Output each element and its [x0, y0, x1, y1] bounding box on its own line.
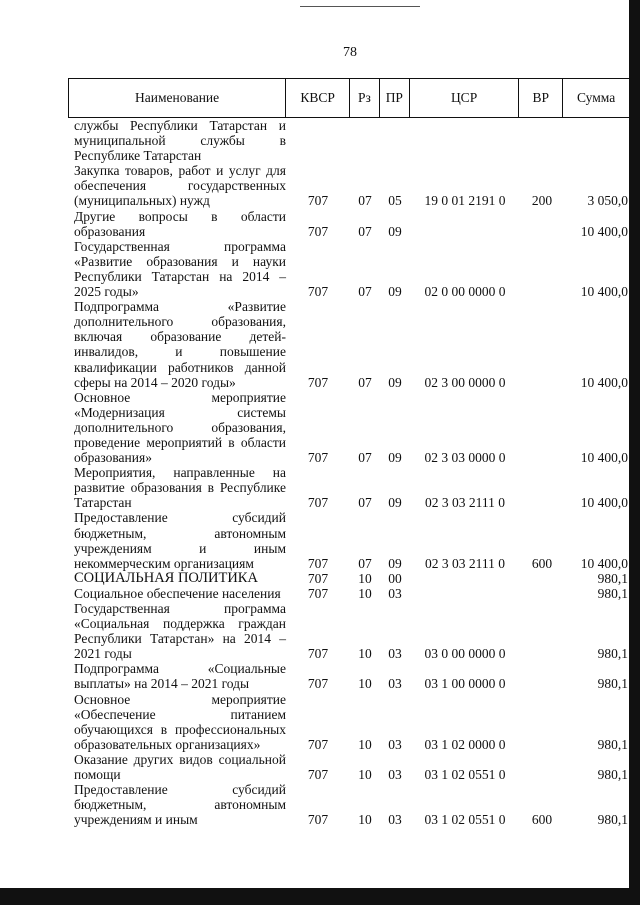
- cell-sum: 980,1: [597, 646, 628, 662]
- cell-kvsr: 707: [307, 570, 329, 586]
- cell-rz: 10: [358, 736, 372, 752]
- cell-csr: 02 3 03 2111 0: [425, 495, 505, 511]
- cell-pr: 09: [388, 374, 402, 390]
- cell-csr: 02 0 00 0000 0: [424, 284, 506, 300]
- cell-rz: 10: [358, 676, 372, 692]
- header-kvsr: КВСР: [286, 79, 350, 117]
- cell-kvsr: 707: [307, 284, 329, 300]
- cell-csr: 03 1 00 0000 0: [424, 676, 506, 692]
- table-row: [68, 510, 630, 570]
- cell-pr: 03: [388, 736, 402, 752]
- cell-pr: 05: [388, 193, 402, 209]
- table-row: [68, 692, 630, 752]
- cell-sum: 10 400,0: [580, 374, 628, 390]
- header-csr: ЦСР: [410, 79, 520, 117]
- cell-rz: 10: [358, 812, 372, 828]
- scan-edge-right: [629, 0, 640, 905]
- cell-name: Предоставление субсидий бюджетным, автономным учреждениям и иным: [74, 782, 286, 828]
- cell-csr: 02 3 00 0000 0: [424, 374, 506, 390]
- cell-name: Государственная программа «Развитие образования и науки Республики Татарстан на 2014 – 2025 годы»: [74, 238, 286, 300]
- scan-edge-bottom: [0, 888, 640, 905]
- table-row: [68, 239, 630, 299]
- cell-kvsr: 707: [307, 450, 329, 466]
- cell-name: Социальное обеспечение населения: [74, 585, 281, 601]
- cell-pr: 09: [388, 450, 402, 466]
- cell-csr: 02 3 03 0000 0: [424, 450, 506, 466]
- cell-name: Закупка товаров, работ и услуг для обеспечения государственных (муниципальных) нужд: [74, 163, 286, 209]
- cell-name: СОЦИАЛЬНАЯ ПОЛИТИКА: [74, 569, 258, 586]
- cell-sum: 10 400,0: [580, 450, 628, 466]
- cell-kvsr: 707: [307, 374, 329, 390]
- cell-kvsr: 707: [307, 736, 329, 752]
- cell-kvsr: 707: [307, 585, 329, 601]
- cell-name: Основное мероприятие «Модернизация системы дополнительного образования, проведение мероприятий в области образования»: [74, 389, 286, 466]
- cell-sum: 980,1: [597, 736, 628, 752]
- cell-sum: 10 400,0: [580, 495, 628, 511]
- table-row: [68, 752, 630, 782]
- cell-rz: 07: [358, 223, 372, 239]
- cell-name: Подпрограмма «Развитие дополнительного образования, включая образование детей-инвалидов, и повышение квалификации работников данной сферы на 2014 – 2020 годы»: [74, 299, 286, 390]
- cell-rz: 07: [358, 495, 372, 511]
- table-row: [68, 299, 630, 390]
- page-number: 78: [343, 45, 357, 60]
- cell-pr: 03: [388, 812, 402, 828]
- cell-rz: 07: [358, 193, 372, 209]
- cell-pr: 09: [388, 495, 402, 511]
- cell-sum: 980,1: [597, 767, 628, 783]
- cell-name: Основное мероприятие «Обеспечение питанием обучающихся в профессиональных образовательных организациях»: [74, 691, 286, 752]
- cell-kvsr: 707: [307, 767, 329, 783]
- cell-sum: 980,1: [597, 585, 628, 601]
- cell-pr: 09: [388, 555, 402, 571]
- cell-sum: 10 400,0: [580, 223, 628, 239]
- header-rz: Рз: [350, 79, 380, 117]
- cell-name: Другие вопросы в области образования: [74, 208, 286, 239]
- table-row: [68, 465, 630, 510]
- cell-kvsr: 707: [307, 193, 329, 209]
- cell-name: Оказание других видов социальной помощи: [74, 751, 286, 783]
- cell-kvsr: 707: [307, 223, 329, 239]
- cell-rz: 07: [358, 284, 372, 300]
- cell-rz: 10: [358, 570, 372, 586]
- cell-sum: 980,1: [597, 570, 628, 586]
- table-row: [68, 661, 630, 691]
- cell-kvsr: 707: [307, 676, 329, 692]
- cell-kvsr: 707: [307, 812, 329, 828]
- cell-sum: 10 400,0: [580, 555, 628, 571]
- cell-csr: 02 3 03 2111 0: [425, 555, 505, 571]
- cell-pr: 09: [388, 284, 402, 300]
- table-row: [68, 586, 630, 601]
- cell-name: Мероприятия, направленные на развитие образования в Республике Татарстан: [74, 465, 286, 511]
- header-name: Наименование: [69, 79, 286, 117]
- cell-rz: 10: [358, 646, 372, 662]
- cell-name: Предоставление субсидий бюджетным, автономным учреждениям и иным некоммерческим организациям: [74, 510, 286, 571]
- cell-pr: 00: [388, 570, 402, 586]
- cell-csr: 19 0 01 2191 0: [424, 193, 506, 209]
- header-pr: ПР: [380, 79, 410, 117]
- top-rule: [300, 6, 420, 7]
- table-row: [68, 601, 630, 661]
- cell-rz: 07: [358, 450, 372, 466]
- table-row: [68, 118, 630, 163]
- cell-kvsr: 707: [307, 495, 329, 511]
- header-sum: Сумма: [576, 90, 616, 105]
- cell-name: Подпрограмма «Социальные выплаты» на 2014 – 2021 годы: [74, 661, 286, 692]
- cell-name: службы Республики Татарстан и муниципальной службы в Республике Татарстан: [74, 118, 286, 164]
- cell-pr: 03: [388, 767, 402, 783]
- cell-sum: 3 050,0: [587, 193, 628, 209]
- cell-vr: 200: [531, 193, 553, 209]
- cell-vr: 600: [531, 555, 553, 571]
- cell-rz: 10: [358, 585, 372, 601]
- cell-csr: 03 1 02 0551 0: [424, 812, 506, 828]
- table-header: [68, 78, 630, 118]
- cell-csr: 03 0 00 0000 0: [424, 646, 506, 662]
- cell-pr: 03: [388, 585, 402, 601]
- cell-csr: 03 1 02 0000 0: [424, 736, 506, 752]
- cell-rz: 07: [358, 555, 372, 571]
- table-row: [68, 390, 630, 465]
- cell-rz: 10: [358, 767, 372, 783]
- cell-csr: 03 1 02 0551 0: [424, 767, 506, 783]
- header-vr: ВР: [519, 79, 563, 117]
- cell-kvsr: 707: [307, 646, 329, 662]
- table-body: [68, 118, 630, 827]
- cell-kvsr: 707: [307, 555, 329, 571]
- cell-rz: 07: [358, 374, 372, 390]
- cell-sum: 10 400,0: [580, 284, 628, 300]
- cell-pr: 09: [388, 223, 402, 239]
- cell-pr: 03: [388, 676, 402, 692]
- table-row: [68, 571, 630, 586]
- cell-sum: 980,1: [597, 676, 628, 692]
- table-row: [68, 209, 630, 239]
- table-row: [68, 163, 630, 208]
- cell-pr: 03: [388, 646, 402, 662]
- table-row: [68, 782, 630, 827]
- cell-sum: 980,1: [597, 812, 628, 828]
- cell-vr: 600: [531, 812, 553, 828]
- cell-name: Государственная программа «Социальная поддержка граждан Республики Татарстан» на 2014 – 2021 годы: [74, 601, 286, 662]
